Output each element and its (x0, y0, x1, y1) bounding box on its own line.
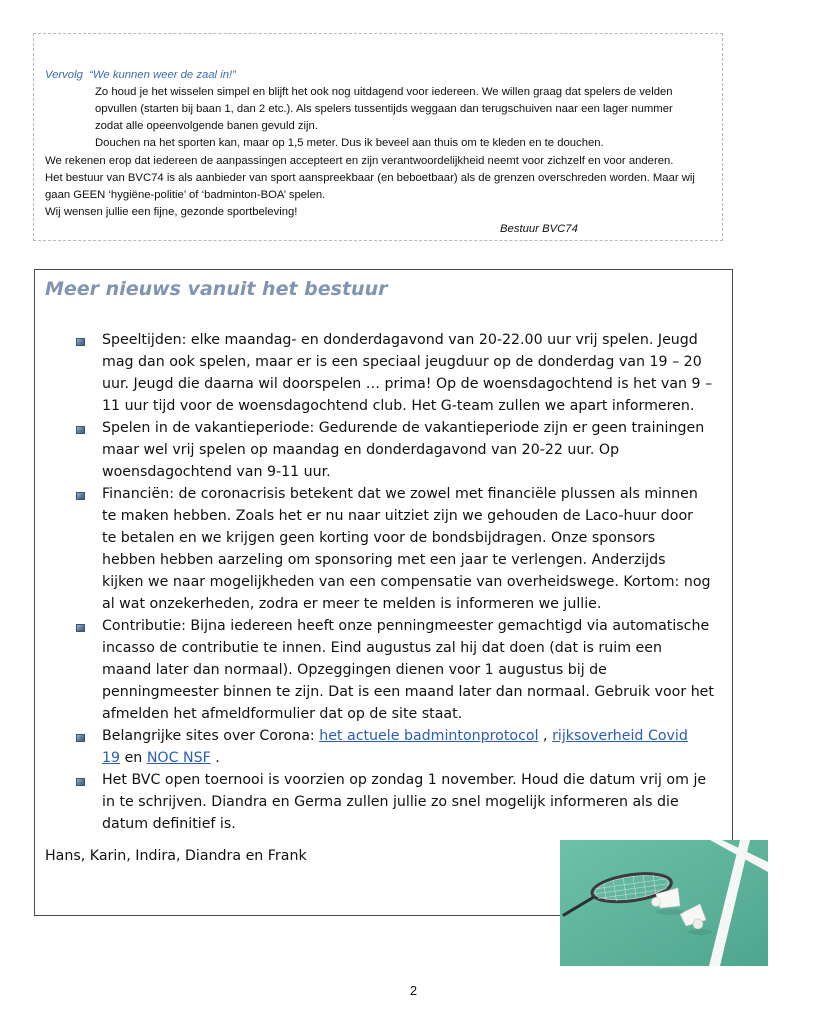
news-line: al wat onzekerheden, zodra er meer te melden is informeren we jullie. (102, 596, 602, 612)
noc-nsf-link[interactable]: NOC NSF (146, 750, 211, 766)
news-line: maand later dan normaal). Opzeggingen dienen voor 1 augustus bij de (102, 662, 607, 678)
paragraph-line: Douchen na het sporten kan, maar op 1,5 meter. Dus ik beveel aan thuis om te kleden en te douchen. (95, 137, 604, 149)
corona-sites-line-2 (102, 747, 220, 769)
paragraph-line: gaan GEEN ‘hygiëne-politie’ of ‘badminton-BOA’ spelen. (45, 189, 326, 201)
link-suffix: . (210, 750, 220, 766)
news-line: Het BVC open toernooi is voorzien op zondag 1 november. Houd die datum vrij om je (102, 772, 707, 788)
continuation-heading (45, 67, 236, 84)
bullet-icon (76, 624, 85, 632)
rijksoverheid-link[interactable]: rijksoverheid Covid (552, 728, 688, 744)
bullet-icon (76, 778, 85, 786)
board-members-signature: Hans, Karin, Indira, Diandra en Frank (45, 848, 307, 864)
rijksoverheid-link-continued[interactable]: 19 (102, 750, 121, 766)
paragraph-line: Het bestuur van BVC74 is als aanbieder van sport aanspreekbaar (en beboetbaar) als de grenzen overschreden worden. Maar wij (45, 172, 695, 184)
news-line: maar wel vrij spelen op maandag en donderdagavond van 20-22 uur. Op (102, 442, 620, 458)
paragraph-line: We rekenen erop dat iedereen de aanpassingen accepteert en zijn verantwoordelijkheid neemt voor zichzelf en voor anderen. (45, 155, 674, 167)
news-line: incasso de contributie te innen. Eind augustus zal hij dat doen (dat is ruim een (102, 640, 662, 656)
news-line: Speeltijden: elke maandag- en donderdagavond van 20-22.00 uur vrij spelen. Jeugd (102, 332, 698, 348)
news-line: kijken we naar mogelijkheden van een compensatie van overheidswege. Kortom: nog (102, 574, 711, 590)
news-line: penningmeester binnen te zijn. Dat is een maand later dan normaal. Gebruik voor het (102, 684, 714, 700)
vervolg-label: Vervolg (45, 69, 83, 81)
link-separator: , (538, 728, 553, 744)
badminton-photo (560, 840, 768, 966)
paragraph-line: zodat alle opeenvolgende banen gevuld zijn. (95, 120, 318, 132)
bullet-icon (76, 492, 85, 500)
news-line: te betalen en we krijgen geen korting voor de bondsbijdragen. Onze sponsors (102, 530, 656, 546)
page-number: 2 (409, 983, 418, 998)
paragraph-line: Zo houd je het wisselen simpel en blijft het ook nog uitdagend voor iedereen. We willen graag dat spelers de velden (95, 86, 673, 98)
corona-sites-line (102, 725, 688, 747)
bullet-icon (76, 734, 85, 742)
news-title: Meer nieuws vanuit het bestuur (45, 278, 388, 300)
board-signature: Bestuur BVC74 (500, 223, 578, 235)
news-line: mag dan ook spelen, maar er is een speciaal jeugduur op de donderdag van 19 – 20 (102, 354, 702, 370)
news-line: Financiën: de coronacrisis betekent dat we zowel met financiële plussen als minnen (102, 486, 698, 502)
bullet-icon (76, 426, 85, 434)
news-line: hebben hebben aarzeling om sponsoring met een jaar te verlengen. Anderzijds (102, 552, 666, 568)
news-line: woensdagochtend van 9-11 uur. (102, 464, 331, 480)
paragraph-line: Wij wensen jullie een fijne, gezonde sportbeleving! (45, 206, 298, 218)
badmintonprotocol-link[interactable]: het actuele badmintonprotocol (319, 728, 539, 744)
news-box (34, 269, 733, 916)
link-separator: en (120, 750, 147, 766)
paragraph-line: opvullen (starten bij baan 1, dan 2 etc.). Als spelers tussentijds weggaan dan terugschuiven naar een lager nummer (95, 103, 673, 115)
vervolg-title: “We kunnen weer de zaal in!” (89, 69, 236, 81)
continuation-box (33, 33, 723, 241)
news-line: te maken hebben. Zoals het er nu naar uitziet zijn we gehouden de Laco-huur door (102, 508, 693, 524)
badminton-racket-shuttlecock-icon (560, 840, 768, 966)
news-line: 11 uur tijd voor de woensdagochtend club. Het G-team zullen we apart informeren. (102, 398, 695, 414)
news-line: uur. Jeugd die daarna wil doorspelen … prima! Op de woensdagochtend is het van 9 – (102, 376, 713, 392)
bullet-icon (76, 338, 85, 346)
news-line: in te schrijven. Diandra en Germa zullen jullie zo snel mogelijk informeren als die (102, 794, 679, 810)
news-line: afmelden het afmeldformulier dat op de site staat. (102, 706, 463, 722)
news-line: datum definitief is. (102, 816, 236, 832)
news-line: Contributie: Bijna iedereen heeft onze penningmeester gemachtigd via automatische (102, 618, 710, 634)
news-line: Spelen in de vakantieperiode: Gedurende de vakantieperiode zijn er geen trainingen (102, 420, 705, 436)
corona-sites-prefix: Belangrijke sites over Corona: (102, 728, 320, 744)
